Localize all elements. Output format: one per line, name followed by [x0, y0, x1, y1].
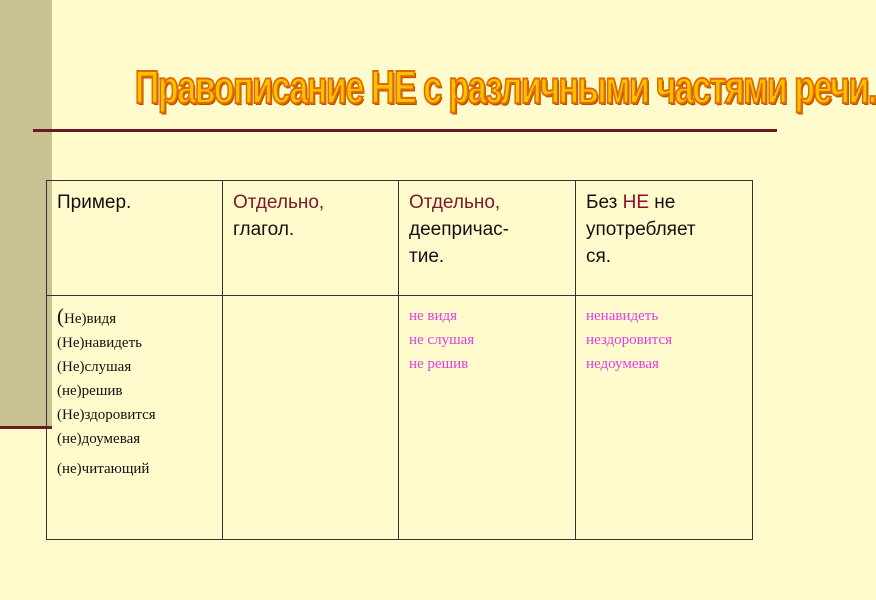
example-item: [57, 304, 212, 331]
example-item: (Не)навидеть: [57, 335, 142, 351]
header-ne-highlight: НЕ: [622, 192, 650, 213]
header-separate-label: Отдельно,: [233, 192, 325, 213]
header-ne-text: не: [649, 192, 676, 213]
without-ne-cell: [576, 296, 753, 540]
example-item: (Не)слушая: [57, 359, 132, 375]
side-band: [0, 0, 52, 428]
header-without-ne: [576, 181, 753, 296]
header-without-ne-line1: [586, 189, 742, 216]
example-item: (не)читающий: [57, 461, 150, 477]
header-separate-gerund: [399, 181, 576, 296]
gerund-item: не слушая: [409, 332, 475, 348]
left-divider-rule: [0, 426, 52, 429]
title-divider-rule: [33, 129, 777, 132]
table-body-row: [47, 296, 753, 540]
gerund-cell: [399, 296, 576, 540]
examples-cell: [47, 296, 223, 540]
header-without-ne-line3: ся.: [586, 246, 612, 267]
slide-title: Правописание НЕ с различными частями речи.: [134, 61, 876, 113]
spelling-table: [46, 180, 753, 540]
without-ne-item: недоумевая: [586, 356, 659, 372]
gerund-item: не решив: [409, 356, 469, 372]
without-ne-item: ненавидеть: [586, 308, 659, 324]
header-example-label: Пример.: [57, 192, 132, 213]
header-gerund-label-1: деепричас-: [409, 219, 509, 240]
header-example: [47, 181, 223, 296]
header-gerund-label-2: тие.: [409, 246, 445, 267]
header-separate-verb: [223, 181, 399, 296]
example-item: (не)доумевая: [57, 431, 141, 447]
example-paren: (: [57, 304, 64, 328]
header-without-ne-line2: употребляет: [586, 219, 696, 240]
header-without-text: Без: [586, 192, 623, 213]
without-ne-item: нездоровится: [586, 332, 673, 348]
header-separate-label: Отдельно,: [409, 192, 501, 213]
gerund-item: не видя: [409, 308, 458, 324]
table-header-row: [47, 181, 753, 296]
example-item: (Не)здоровится: [57, 407, 156, 423]
example-item: (не)решив: [57, 383, 123, 399]
verb-cell: [223, 296, 399, 540]
example-rest: Не)видя: [64, 311, 117, 327]
header-verb-label: глагол.: [233, 219, 295, 240]
